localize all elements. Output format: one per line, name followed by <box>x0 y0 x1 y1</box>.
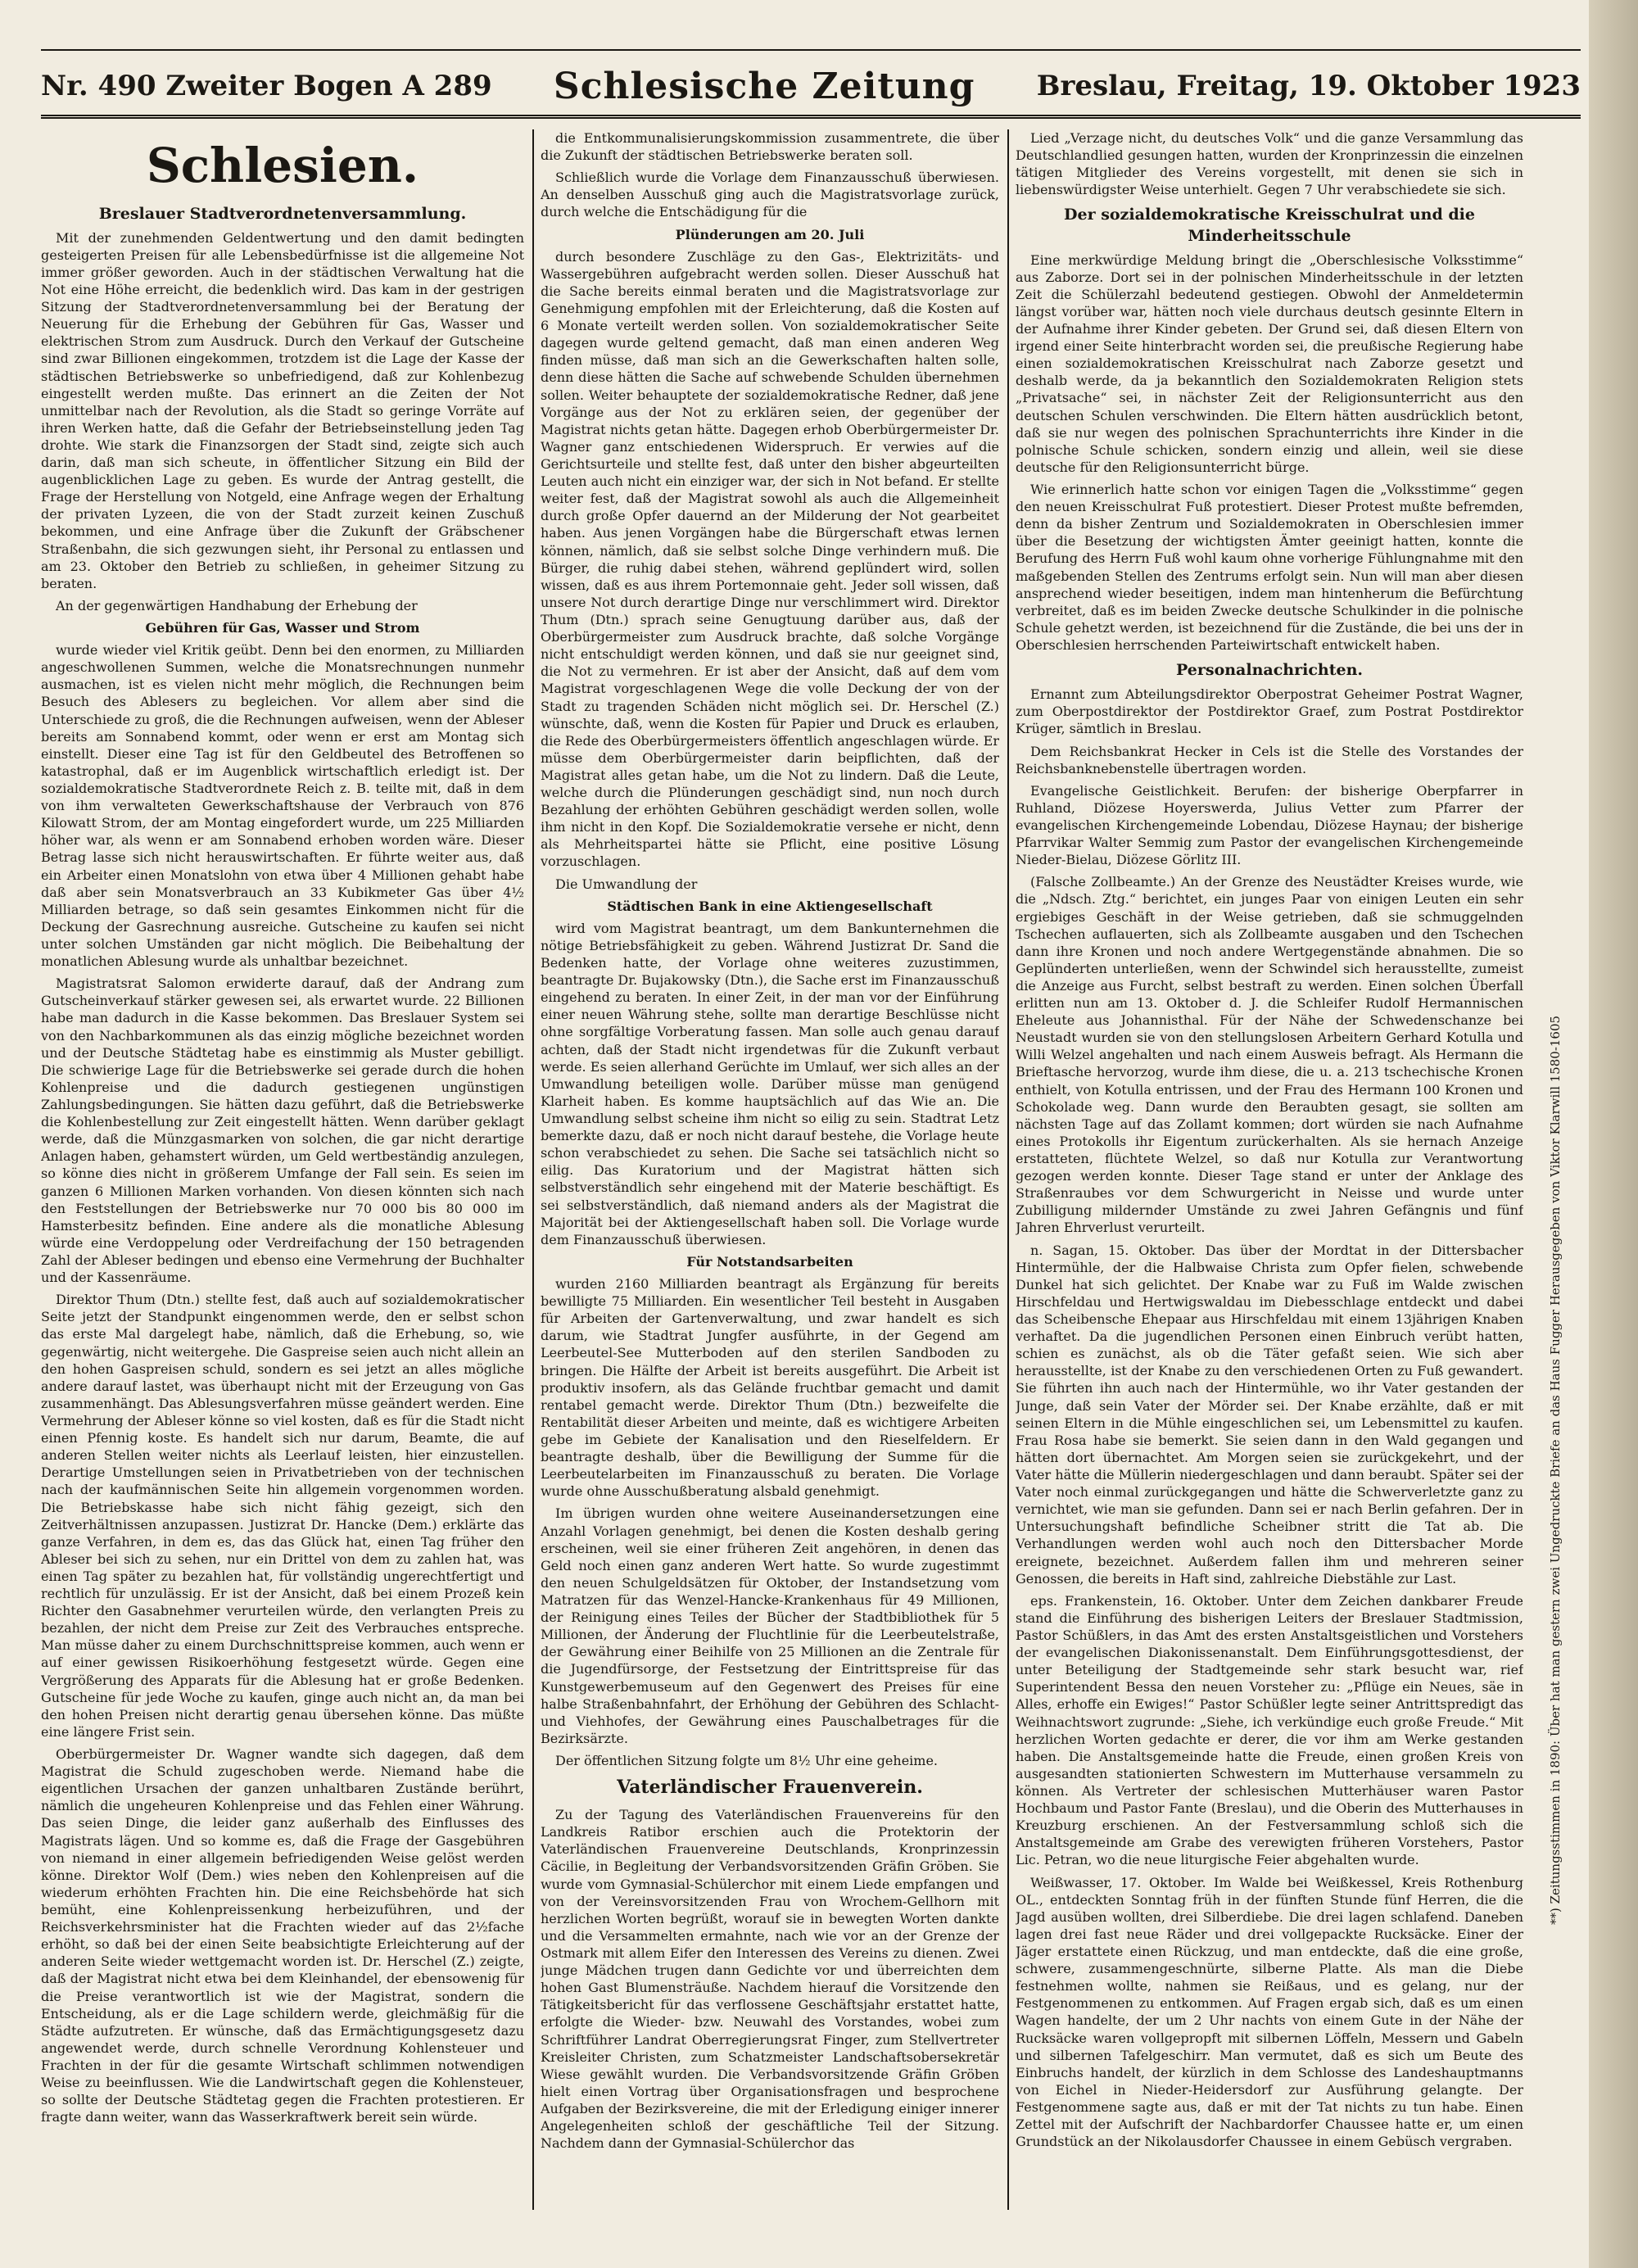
col1-paragraph: wurde wieder viel Kritik geübt. Denn bei den enormen, zu Milliarden angeschwollenen Summen, welche die Monatsrechnungen nunmehr ausmachen, ist es vielen nicht mehr möglich, die Rechnungen beim Besuch des Ablesers zu begleichen. Vor allem aber sind die Unterschiede zu groß, die die Rechnungen aufweisen, wenn der Ableser bereits am Sonnabend kommt, oder wenn er erst am Montag sich einstellt. Dieser eine Tag ist für den Geldbeutel des Betroffenen so katastrophal, daß er im Augenblick wirtschaftlich erledigt ist. Der sozialdemokratische Stadtverordnete Reich z. B. teilte mit, daß in dem von ihm verwalteten Gewerkschaftshause der Verbrauch von 876 Kilowatt Strom, der am Montag eingefordert wurde, um 225 Milliarden höher war, als wenn er am Sonnabend erhoben worden wäre. Dieser Betrag lasse sich nicht herauswirtschaften. Er führte weiter aus, daß ein Arbeiter einen Monatslohn von etwa über 4 Millionen gehabt habe daß aber sein Monatsverbrauch an 33 Kubikmeter Gas über 4½ Milliarden betrage, so daß sein gesamtes Einkommen nicht für die Deckung der Gasrechnung ausreiche. Gutscheine zu kaufen sei nicht unter solchen Umständen gar nicht möglich. Die Beibehaltung der monatlichen Ablesung wurde als unhaltbar bezeichnet. <box>41 642 524 970</box>
col3-paragraph: Weißwasser, 17. Oktober. Im Walde bei Weißkessel, Kreis Rothenburg OL., entdeckten Sonntag früh in der fünften Stunde fünf Herren, die die Jagd ausüben wollten, drei Silberdiebe. Die drei lagen schlafend. Daneben lagen drei fast neue Räder und drei vollgepackte Rucksäcke. Einer der Jäger erstattete einen Rückzug, und man entdeckte, daß die eine große, schwere, zusammengeschnürte, silberne Platte. Als man die Diebe festnehmen wollte, nahmen sie Reißaus, und es gelang, nur der Festgenommenen zu entkommen. Auf Fragen ergab sich, daß es um einen Wagen handelte, der um 2 Uhr nachts von einem Gute in der Nähe der Rucksäcke waren vollgepropft mit silbernen Löffeln, Messern und Gabeln und silbernen Tafelgeschirr. Man vermutet, daß es sich um Beute des Einbruchs handelt, der kürzlich in dem Schlosse des Landeshauptmanns von Eichel in Nieder-Heidersdorf zur Ausführung gelangte. Der Festgenommene sagte aus, daß er mit der Tat nichts zu tun habe. Einen Zettel mit der Aufschrift der Nachbardorfer Chaussee hatte er, um einen Grundstück an der Nikolausdorfer Chaussee in einem Gebüsch vergraben. <box>1016 1874 1523 2150</box>
margin-clipping-text: **) Zeitungsstimmen in 1890: Über hat man gestern zwei Ungedruckte Briefe an das Haus Fugger Herausgegeben von Viktor Klarwill 1580-1605 <box>1548 1015 1563 1925</box>
col2-heading: Vaterländischer Frauenverein. <box>617 1777 923 1799</box>
col2-paragraph: Zu der Tagung des Vaterländischen Frauenvereins für den Landkreis Ratibor erschien auch die Protektorin der Vaterländischen Frauenvereine Deutschlands, Kronprinzessin Cäcilie, in Begleitung der Verbandsvorsitzenden Gräfin Gröben. Sie wurde vom Gymnasial-Schülerchor mit einem Liede empfangen und von der Vereinsvorsitzenden Frau von Wrochem-Gellhorn mit herzlichen Worten begrüßt, worauf sie in bewegten Worten dankte und die Versammelten ermahnte, nach wie vor an der Grenze der Ostmark mit allem Eifer den Interessen des Vereins zu dienen. Zwei junge Mädchen trugen dann Gedichte vor und überreichten dem hohen Gast Blumensträuße. Nachdem hierauf die Vorsitzende den Tätigkeitsbericht für das verflossene Geschäftsjahr erstattet hatte, erfolgte die Wieder- bzw. Neuwahl des Vorstandes, wobei zum Schriftführer Landrat Oberregierungsrat Finger, zum Stellvertreter Kreisleiter Christen, zum Schatzmeister Landschaftsobersekretär Wiese gewählt wurden. Die Verbandsvorsitzende Gräfin Gröben hielt einen Vortrag über Organisationsfragen und besprochene Aufgaben der Bezirksvereine, die mit der Erledigung einiger innerer Angelegenheiten schloß der geschäftliche Teil der Sitzung. Nachdem dann der Gymnasial-Schülerchor das <box>541 1807 999 2152</box>
col2-heading: Plünderungen am 20. Juli <box>675 226 865 242</box>
margin-clipping <box>1540 123 1589 2007</box>
col1-paragraph: An der gegenwärtigen Handhabung der Erhebung der <box>56 597 418 613</box>
col1-paragraph: Magistratsrat Salomon erwiderte darauf, daß der Andrang zum Gutscheinverkauf stärker gewesen sei, als erwartet wurde. 22 Billionen habe man dadurch in die Kasse bekommen. Das Breslauer System sei von den Nachbarkommunen als das einzig mögliche bezeichnet worden und der Deutsche Städtetag habe es einstimmig als Muster gebilligt. Die schwierige Lage für die Betriebswerke sei gerade durch die hohen Kohlenpreise und die dadurch gestiegenen ungünstigen Zahlungsbedingungen. Sie hätten dazu geführt, daß die Betriebswerke die Kohlenbestellung zur Zeit eingestellt hätten. Wenn darüber geklagt werde, daß die Münzgasmarken von solchen, die gar nicht derartige Anlagen haben, gehamstert würden, um Geld wertbeständig anzulegen, so könne dies nicht in größerem Umfange der Fall sein. Es seien im ganzen 6 Millionen Marken vorhanden. Von diesen könnten sich nach den Feststellungen der Betriebswerke nur 70 000 bis 80 000 im Hamsterbesitz befinden. Eine andere als die monatliche Ablesung würde eine Verdoppelung oder Verdreifachung der 150 betragenden Zahl der Ableser bedingen und ebenso eine Vermehrung der Buchhalter und der Kassenräume. <box>41 976 524 1286</box>
col3-paragraph: Wie erinnerlich hatte schon vor einigen Tagen die „Volksstimme“ gegen den neuen Kreisschulrat Fuß protestiert. Dieser Protest mußte befremden, denn da bisher Zentrum und Sozialdemokraten in Oberschlesien immer über die Besetzung der wichtigsten Ämter geeinigt hatten, konnte die Berufung des Herrn Fuß wohl kaum ohne vorherige Fühlungnahme mit den maßgebenden Stellen des Zentrums erfolgt sein. Nun will man aber diesen ansprechend wieder beseitigen, indem man hintenherum die Befürchtung verbreitet, daß es im beiden Zwecke deutsche Schulkinder in die polnische Schule gehetzt werden, ist bezeichnend für die Zustände, die bei uns der in Oberschlesien herrschenden Parteiwirtschaft entwickelt haben. <box>1016 482 1523 653</box>
col3-paragraph: n. Sagan, 15. Oktober. Das über der Mordtat in der Dittersbacher Hintermühle, der die Halbwaise Christa zum Opfer fielen, schwebende Dunkel hat sich gelichtet. Der Knabe war zu Fuß im Walde zwischen Hirschfeldau und Hertwigswaldau im Diebesschlage entdeckt und dabei das Scheibensche Ehepaar aus Hirschfeldau mit einem 13jährigen Knaben verhaftet. Da die jugendlichen Personen einen Einbruch verübt hatten, schien es zunächst, als ob die Täter gefaßt seien. Wie sich aber herausstellte, ist der Knabe zu den verschiedenen Orten zu Fuß gewandert. Sie führten ihn auch nach der Hintermühle, wo ihr Vater gestanden der Junge, daß sein Vater der Mörder sei. Der Knabe erzählte, daß er mit seinen Eltern in die Mühle eingeschlichen sei, um Lebensmittel zu kaufen. Frau Rosa habe sie bemerkt. Sie seien dann in den Wald gegangen und hätten dort übernachtet. Am Morgen seien sie zurückgekehrt, und der Vater hätte die Müllerin niedergeschlagen und dann beraubt. Später sei der Vater noch einmal zurückgegangen und hätte die Schwerverletzte ganz zu vernichtet, wie man sie gefunden. Dann sei er nach Berlin gefahren. Der in Untersuchungshaft befindliche Scheibner stritt die Tat ab. Die Verhandlungen werden wohl auch noch den Dittersbacher Morde ereignete, bezeichnet. Außerdem fallen ihm und mehreren seiner Genossen, die bereits in Haft sind, zahlreiche Diebstähle zur Last. <box>1016 1242 1523 1587</box>
col3-paragraph: eps. Frankenstein, 16. Oktober. Unter dem Zeichen dankbarer Freude stand die Einführung des bisherigen Leiters der Breslauer Stadtmission, Pastor Schüßlers, in das Amt des ersten Anstaltsgeistlichen und Vorstehers der evangelischen Diakonissenanstalt. Dem Einführungsgottesdienst, der unter Beteiligung der Stadtgemeinde sehr stark besucht war, rief Superintendent Bessa den neuen Vorsteher zu: „Pflüge ein Neues, säe in Alles, erhoffe ein Ewiges!“ Pastor Schüßler legte seiner Antrittspredigt das Weihnachtswort zugrunde: „Siehe, ich verkündige euch große Freude.“ Mit herzlichen Worten gedachte er derer, die vor ihm am Werke gestanden haben. Die Anstaltsgemeinde hatte die Freude, einen großen Kreis von ausgesandten stationierten Schwestern im Mutterhause versammeln zu können. Als Vertreter der schlesischen Mutterhäuser waren Pastor Hochbaum und Pastor Fante (Breslau), und die Oberin des Mutterhauses in Kreuzburg erschienen. An der Festversammlung schloß sich die Anstaltsgemeinde am Grabe des verewigten früheren Vorstehers, Pastor Lic. Petran, wo die neue liturgische Feier abgehalten wurde. <box>1016 1592 1523 1868</box>
issue-number: Nr. 490 Zweiter Bogen A 289 <box>41 70 492 102</box>
col2-paragraph: Schließlich wurde die Vorlage dem Finanzausschuß überwiesen. An denselben Ausschuß ging auch die Magistratsvorlage zurück, durch welche die Entschädigung für die <box>541 170 999 220</box>
col2-heading: Städtischen Bank in eine Aktiengesellschaft <box>607 898 933 914</box>
col3-heading: Der sozialdemokratische Kreisschulrat und die Minderheitsschule <box>1064 206 1475 245</box>
column-2 <box>541 129 999 2226</box>
column-3 <box>1016 129 1523 2226</box>
newspaper-title: Schlesische Zeitung <box>553 65 975 107</box>
column-divider <box>1007 129 1009 2210</box>
top-rule <box>41 49 1581 51</box>
col2-heading: Für Notstandsarbeiten <box>686 1253 853 1270</box>
col3-paragraph: Evangelische Geistlichkeit. Berufen: der bisherige Oberpfarrer in Ruhland, Diözese Hoyerswerda, Julius Vetter zum Pfarrer der evangelischen Kirchengemeinde Lobendau, Diözese Haynau; der bisherige Pfarrvikar Walter Semmig zum Pastor der evangelischen Kirchengemeinde Nieder-Bielau, Diözese Görlitz III. <box>1016 782 1523 868</box>
col3-heading: Personalnachrichten. <box>1176 661 1363 680</box>
col3-paragraph: Dem Reichsbankrat Hecker in Cels ist die Stelle des Vorstandes der Reichsbanknebenstelle übertragen worden. <box>1016 743 1523 776</box>
col3-paragraph: (Falsche Zollbeamte.) An der Grenze des Neustädter Kreises wurde, wie die „Ndsch. Ztg.“ berichtet, ein junges Paar von einigen Leuten ein sehr ergiebiges Geschäft in der Weise getrieben, daß sie schmuggelnden Tschechen auflauerten, sich als Zollbeamte ausgaben und den Tschechen dann ihre Kronen und noch andere Wertgegenstände abnahmen. Die so Geplünderten unterließen, wenn der Schwindel sich herausstellte, zumeist die Anzeige aus Furcht, selbst bestraft zu werden. Einen solchen Überfall erlitten nun am 13. Oktober d. J. die Schleifer Rudolf Hermannischen Eheleute aus Johannisthal. Für der Nähe der Schwedenschanze bei Neustadt wurden sie von den stellungslosen Arbeitern Gerhard Kotulla und Willi Welzel angehalten und nach einem Ausweis befragt. Als Hermann die Brieftasche hervorzog, wurde ihm diese, die u. a. 213 tschechische Kronen enthielt, von Kotulla entrissen, und der Frau des Hermann 100 Kronen und Schokolade weg. Dann wurde den Beraubten gesagt, sie sollten am nächsten Tage auf das Zollamt kommen; dort würden sie nach Aufnahme eines Protokolls ihr Eigentum zurückerhalten. Als sie hernach Anzeige erstatteten, flüchtete Welzel, so daß nur Kotulla zur Verantwortung gezogen werden konnte. Dieser Tage stand er unter der Anklage des Straßenraubes vor dem Schwurgericht in Neisse und wurde unter Zubilligung mildernder Umstände zu zwei Jahren Gefängnis und fünf Jahren Ehrverlust verurteilt. <box>1016 874 1523 1236</box>
issue-date: Breslau, Freitag, 19. Oktober 1923 <box>1036 70 1581 102</box>
masthead <box>41 57 1581 119</box>
col3-paragraph: Ernannt zum Abteilungsdirektor Oberpostrat Geheimer Postrat Wagner, zum Oberpostdirektor der Postdirektor Graef, zum Postrat Postdirektor Krüger, sämtlich in Breslau. <box>1016 686 1523 737</box>
page-edge <box>1589 0 1638 2268</box>
col2-paragraph: die Entkommunalisierungskommission zusammentrete, die über die Zukunft der städtischen Betriebswerke beraten soll. <box>541 130 999 164</box>
col1-heading: Breslauer Stadtverordnetenversammlung. <box>98 204 467 223</box>
col3-paragraph: Eine merkwürdige Meldung bringt die „Oberschlesische Volksstimme“ aus Zaborze. Dort sei in der polnischen Minderheitsschule in der letzten Zeit die Schülerzahl bedeutend gestiegen. Obwohl der Anmeldetermin längst vorüber war, hätten noch viele durchaus deutsch gesinnte Eltern in der Aufnahme ihrer Kinder gebeten. Der Grund sei, daß diesen Eltern von irgend einer Seite hinterbracht worden sei, die preußische Regierung habe einen sozialdemokratischen Kreisschulrat nach Zaborze gesetzt und deshalb werde, da ja bekanntlich den Sozialdemokraten Religion stets „Privatsache“ sei, in nächster Zeit der Religionsunterricht aus den deutschen Schulen verschwinden. Die Eltern hätten ausdrücklich betont, daß sie nur wegen des polnischen Sprachunterrichts ihre Kinder in die polnische Schule schicken, sondern einzig und allein, weil sie diese deutsche für den Religionsunterricht bürge. <box>1016 251 1523 475</box>
col1-subheading: Gebühren für Gas, Wasser und Strom <box>145 620 420 636</box>
col1-paragraph: Mit der zunehmenden Geldentwertung und den damit bedingten gesteigerten Preisen für alle Lebensbedürfnisse ist die allgemeine Not immer größer geworden. Auch in der städtischen Verwaltung hat die Not eine Höhe erreicht, die bedenklich wird. Das kam in der gestrigen Sitzung der Stadtverordnetenversammlung bei der Beratung der Neuerung für die Erhebung der Gebühren für Gas, Wasser und elektrischen Strom zum Ausdruck. Durch den Verkauf der Gutscheine sind zwar Billionen eingekommen, trotzdem ist die Lage der Kasse der städtischen Betriebswerke so unbefriedigend, daß zur Kohlenbezug eingestellt werden mußte. Das erinnert an die Zeiten der Not unmittelbar nach der Revolution, als die Stadt so geringe Vorräte auf ihren Werken hatte, daß die Gefahr der Betriebseinstellung jeden Tag drohte. Wie stark die Finanzsorgen der Stadt sind, zeigte sich auch darin, daß man sich scheute, in öffentlicher Sitzung ein Bild der augenblicklichen Lage zu geben. Es wurde der Antrag gestellt, die Frage der Herstellung von Notgeld, eine Anfrage wegen der Erhaltung der privaten Lyzeen, die von der Stadt zurzeit keinen Zuschuß bekommen, und eine Anfrage über die Zukunft der Gräbschener Straßenbahn, die sich gezwungen sieht, ihr Personal zu entlassen und am 23. Oktober den Betrieb zu schließen, in geheimer Sitzung zu beraten. <box>41 229 524 591</box>
col1-paragraph: Direktor Thum (Dtn.) stellte fest, daß auch auf sozialdemokratischer Seite jetzt der Standpunkt eingenommen werde, den er selbst schon das erste Mal dargelegt habe, nämlich, daß die Erhebung, so, wie gegenwärtig, nicht weitergehe. Die Gaspreise seien auch nicht allein an den hohen Gaspreisen schuld, sondern es sei jetzt an alles mögliche andere darauf lastet, was überhaupt nicht mit der Erzeugung von Gas zusammenhängt. Das Ablesungsverfahren müsse geändert werden. Eine Vermehrung der Ableser könne so viel kosten, daß es für die Stadt nicht einen Pfennig koste. Es handelt sich nur darum, Beamte, die auf anderen Stellen weiter nichts als Leerlauf leisten, hier einzustellen. Derartige Umstellungen seien in Privatbetrieben von der technischen nach der kaufmännischen Seite hin allgemein vorgenommen worden. Die Betriebskasse habe sich nicht fähig gezeigt, sich den Zeitverhältnissen anzupassen. Justizrat Dr. Hancke (Dem.) erklärte das ganze Verfahren, in dem es, das das Glück hat, einen Tag früher den Ableser bei sich zu sehen, nur ein Drittel von dem zu zahlen hat, was einen Tag später zu bezahlen hat, für vollständig ungerechtfertigt und rechtlich für unzulässig. Er ist der Ansicht, daß bei einem Prozeß kein Richter den Gasabnehmer verurteilen würde, den verlangten Preis zu bezahlen, der nicht dem Preise zur Zeit des Verbrauches entspreche. Man müsse daher zu einem Durchschnittspreise kommen, auch wenn er auf einer gewissen Risikoerhöhung festgesetzt würde. Gegen eine Vergrößerung des Apparats für die Ablesung hat er große Bedenken. Gutscheine für jede Woche zu kaufen, ginge auch nicht an, da man bei den hohen Preisen nicht derartig genau übersehen könne. Das müßte eine längere Frist sein. <box>41 1292 524 1740</box>
col1-paragraph: Oberbürgermeister Dr. Wagner wandte sich dagegen, daß dem Magistrat die Schuld zugeschoben werde. Niemand habe die eigentlichen Ursachen der ganzen unhaltbaren Zustände berührt, nämlich die ungeheuren Kohlenpreise und das Fehlen einer Währung. Das seien Dinge, die leider ganz außerhalb des Einflusses des Magistrats lägen. Und so komme es, daß die Frage der Gasgebühren von niemand in einer allgemein befriedigenden Weise gelöst werden könne. Direktor Wolf (Dem.) wies neben den Kohlenpreisen auf die wiederum erhöhten Frachten hin. Die eine Reichsbehörde hat sich bemüht, eine Kohlenpreissenkung herbeizuführen, und der Reichsverkehrsminister hat die Frachten wieder auf das 2½fache erhöht, so daß bei der einen Seite beabsichtigte Erleichterung auf der anderen Seite wieder wettgemacht worden ist. Dr. Herschel (Z.) zeigte, daß der Magistrat nicht etwa bei dem Kleinhandel, der ebensowenig für die Preise verantwortlich ist wie der Magistrat, sondern die Entscheidung, als er die Lage schildern werde, gleichmäßig für die Städte aufzutreten. Er wünsche, daß das Ermächtigungsgesetz dazu angewendet werde, durch schnelle Verordnung Kohlensteuer und Frachten in der für die gesamte Wirtschaft schlimmen notwendigen Weise zu beeinflussen. Wie die Landwirtschaft gegen die Kohlensteuer, so sollte der Deutsche Städtetag gegen die Frachten protestieren. Er fragte dann weiter, wann das Wasserkraftwerk bereit sein würde. <box>41 1746 524 2125</box>
col3-paragraph: Lied „Verzage nicht, du deutsches Volk“ und die ganze Versammlung das Deutschlandlied gesungen hatten, wurden der Kronprinzessin die einzelnen tätigen Mitglieder des Vereins vorgestellt, mit denen sie sich in liebenswürdigster Weise unterhielt. Gegen 7 Uhr verabschiedete sie sich. <box>1016 130 1523 198</box>
col2-paragraph: Im übrigen wurden ohne weitere Auseinandersetzungen eine Anzahl Vorlagen genehmigt, bei denen die Kosten deshalb gering erscheinen, weil sie einer früheren Zeit angehören, in denen das Geld noch einen ganz anderen Wert hatte. So wurde zugestimmt den neuen Schulgeldsätzen für Oktober, der Instandsetzung vom Matratzen für das Wenzel-Hancke-Krankenhaus für 49 Millionen, der Reinigung eines Teiles der Bücher der Stadtbibliothek für 5 Millionen, der Änderung der Fluchtlinie für die Leerbeutelstraße, der Gewährung einer Beihilfe von 25 Millionen an die Zentrale für die Jugendfürsorge, der Festsetzung der Eintrittspreise für das Kunstgewerbemuseum auf den Gegenwert des Preises für eine halbe Straßenbahnfahrt, der Erhöhung der Gebühren des Schlacht- und Viehhofes, der Gewährung eines Pauschalbetrages für die Bezirksärzte. <box>541 1505 999 1746</box>
col2-paragraph: wird vom Magistrat beantragt, um dem Bankunternehmen die nötige Betriebsfähigkeit zu geben. Während Justizrat Dr. Sand die Bedenken hatte, der Vorlage ohne weiteres zuzustimmen, beantragte Dr. Bujakowsky (Dtn.), die Sache erst im Finanzausschuß eingehend zu beraten. In einer Zeit, in der man vor der Einführung einer neuen Währung stehe, sollte man derartige Beschlüsse nicht ohne sorgfältige Vorberatung fassen. Man solle auch genau darauf achten, daß der Stadt nicht irgendetwas für die Zukunft verbaut werde. Es seien allerhand Gerüchte im Umlauf, wer sich alles an der Umwandlung beteiligen wolle. Darüber müsse man genügend Klarheit haben. Es komme hauptsächlich auf das Wie an. Die Umwandlung selbst scheine ihm nicht so eilig zu sein. Stadtrat Letz bemerkte dazu, daß er noch nicht darauf bestehe, die Vorlage heute schon verabschiedet zu sehen. Die Sache sei tatsächlich nicht so eilig. Das Kuratorium und der Magistrat hätten sich selbstverständlich sehr eingehend mit der Materie beschäftigt. Es sei selbstverständlich, daß niemand anders als der Magistrat die Majorität bei der Aktiengesellschaft haben soll. Die Vorlage wurde dem Finanzausschuß überwiesen. <box>541 920 999 1247</box>
col2-paragraph: wurden 2160 Milliarden beantragt als Ergänzung für bereits bewilligte 75 Milliarden. Ein wesentlicher Teil besteht in Ausgaben für Arbeiten der Gartenverwaltung, und zwar handelt es sich darum, wie Stadtrat Jungfer ausführte, in der Gegend am Leerbeutel-See Mutterboden auf den sterilen Sandboden zu bringen. Die Hälfte der Arbeit ist bereits ausgeführt. Die Arbeit ist produktiv insofern, als das Gelände fruchtbar gemacht und damit rentabel gemacht werde. Direktor Thum (Dtn.) bezweifelte die Rentabilität dieser Arbeiten und meinte, daß es wichtigere Arbeiten gebe im Gebiete der Kanalisation und den Rieselfeldern. Er beantragte deshalb, über die Bewilligung der Summe für die Leerbeutelarbeiten im Finanzausschuß zu beraten. Die Vorlage wurde ohne Ausschußberatung alsbald genehmigt. <box>541 1276 999 1500</box>
col2-paragraph: Die Umwandlung der <box>555 876 698 892</box>
col2-paragraph: durch besondere Zuschläge zu den Gas-, Elektrizitäts- und Wassergebühren aufgebracht werden sollen. Dieser Ausschuß hat die Sache bereits einmal beraten und die Magistratsvorlage zur Genehmigung empfohlen mit der Erleichterung, daß die Kosten auf 6 Monate verteilt werden sollen. Von sozialdemokratischer Seite dagegen wurde geltend gemacht, daß man einen anderen Weg finden müsse, daß man sich an die Gewerkschaften halten solle, denn diese hätten die Sache auf schwebende Schulden übernehmen sollen. Weiter behauptete der sozialdemokratische Redner, daß jene Vorgänge aus der Not zu erklären seien, der gegenüber der Magistrat nichts getan hätte. Dagegen erhob Oberbürgermeister Dr. Wagner ganz entschiedenen Widerspruch. Er verwies auf die Gerichtsurteile und stellte fest, daß unter den bisher abgeurteilten Leuten auch nicht ein einziger war, der sich in Not befand. Er stellte weiter fest, daß der Magistrat sowohl als auch die Allgemeinheit durch große Opfer dauernd an der Milderung der Not gearbeitet haben. Aus jenen Vorgängen habe die Bürgerschaft etwas lernen können, nämlich, daß sie selbst solche Dinge verhindern muß. Die Bürger, die ruhig dabei stehen, während geplündert wird, sollen wissen, daß es aus ihrem Portemonnaie geht. Jeder soll wissen, daß unsere Not durch derartige Dinge nur verschlimmert wird. Direktor Thum (Dtn.) sprach seine Genugtuung darüber aus, daß der Oberbürgermeister zum Ausdruck brachte, daß solche Vorgänge nicht entschuldigt werden können, und daß sie nur geeignet sind, die Not zu vermehren. Er ist aber der Ansicht, daß auf dem vom Magistrat vorgeschlagenen Wege die volle Deckung der von der Stadt zu tragenden Schäden nicht möglich sei. Dr. Herschel (Z.) wünschte, daß, wenn die Kosten für Papier und Druck es erlauben, die Rede des Oberbürgermeisters öffentlich angeschlagen würde. Er müsse dem Oberbürgermeister darin beipflichten, daß der Magistrat alles getan habe, um die Not zu lindern. Daß die Leute, welche durch die Plünderungen geschädigt sind, nun noch durch Bezahlung der erhöhten Gebühren geschädigt werden sollen, wolle ihm nicht in den Kopf. Die Sozialdemokratie versehe er nicht, denn als Mehrheitspartei hätte sie Pflicht, eine positive Lösung vorzuschlagen. <box>541 248 999 870</box>
col2-paragraph: Der öffentlichen Sitzung folgte um 8½ Uhr eine geheime. <box>555 1752 938 1768</box>
column-1 <box>41 129 524 2226</box>
column-divider <box>532 129 534 2210</box>
section-title: Schlesien. <box>146 138 419 193</box>
